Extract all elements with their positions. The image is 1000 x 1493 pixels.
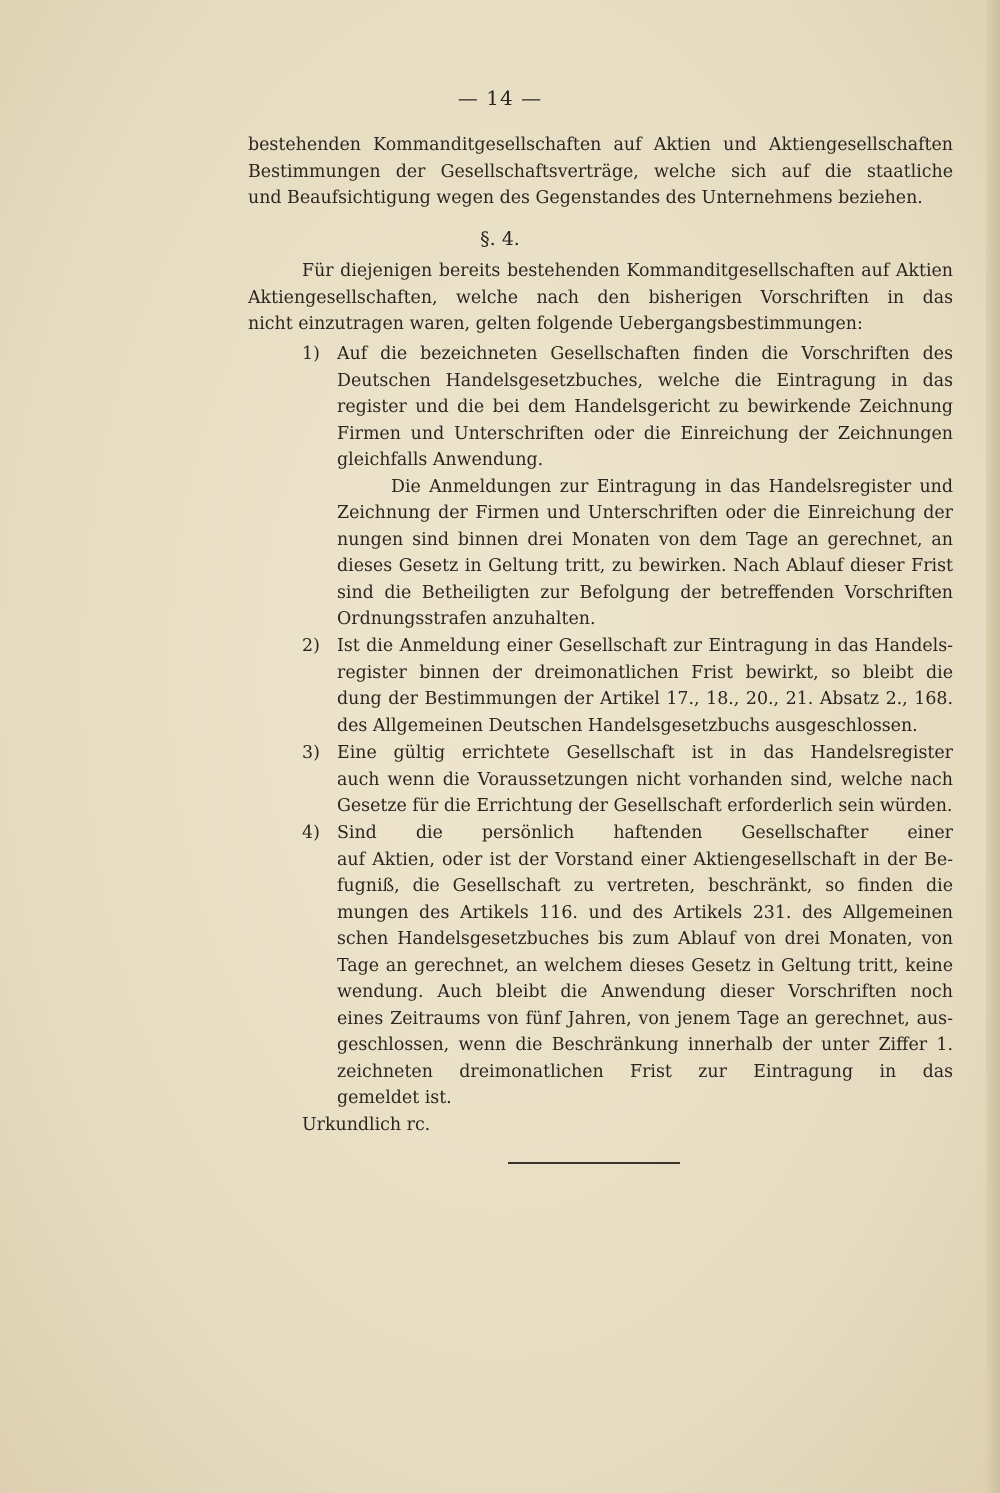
closing-rule <box>508 1162 680 1164</box>
item-line: eines Zeitraums von fünf Jahren, von jenem Tage an gerechnet, aus- <box>337 1008 953 1029</box>
item-subparagraph-line: sind die Betheiligten zur Befolgung der betreffenden Vorschriften <box>337 582 953 603</box>
item-number: 2) <box>302 636 320 656</box>
item-line: auch wenn die Voraussetzungen nicht vorhanden sind, welche nach <box>337 769 953 790</box>
item-line: mungen des Artikels 116. und des Artikels 231. des Allgemeinen <box>337 902 953 923</box>
section-intro-line: nicht einzutragen waren, gelten folgende Uebergangsbestimmungen: <box>248 314 863 334</box>
section-heading: §. 4. <box>480 228 520 250</box>
page-edge <box>986 0 1000 1493</box>
item-number: 4) <box>302 823 320 843</box>
item-subparagraph-line: dieses Gesetz in Geltung tritt, zu bewirken. Nach Ablauf dieser Frist <box>337 556 953 576</box>
item-number: 3) <box>302 743 320 763</box>
intro-line: Bestimmungen der Gesellschaftsverträge, welche sich auf die staatliche <box>248 161 953 182</box>
list-item <box>337 341 953 633</box>
item-line: fugniß, die Gesellschaft zu vertreten, beschränkt, so finden die <box>337 876 953 896</box>
item-line: des Allgemeinen Deutschen Handelsgesetzbuchs ausgeschlossen. <box>337 715 918 736</box>
list-item <box>337 820 953 1112</box>
intro-paragraph <box>248 132 953 212</box>
item-subparagraph-line: Die Anmeldungen zur Eintragung in das Handelsregister und <box>391 476 953 497</box>
item-line: dung der Bestimmungen der Artikel 17., 18., 20., 21. Absatz 2., 168. <box>337 689 953 709</box>
intro-line: und Beaufsichtigung wegen des Gegenstandes des Unternehmens beziehen. <box>248 188 923 208</box>
list-item <box>337 633 953 739</box>
closing-line: Urkundlich rc. <box>302 1115 431 1135</box>
item-line: Gesetze für die Errichtung der Gesellschaft erforderlich sein würden. <box>337 796 953 816</box>
item-line: Auf die bezeichneten Gesellschaften finden die Vorschriften des <box>337 344 953 364</box>
page-number: — 14 — <box>457 86 543 110</box>
item-line: Ist die Anmeldung einer Gesellschaft zur Eintragung in das Handels- <box>337 636 953 656</box>
section-intro-line: Für diejenigen bereits bestehenden Kommanditgesellschaften auf Aktien <box>302 261 953 281</box>
item-subparagraph-line: Zeichnung der Firmen und Unterschriften oder die Einreichung der <box>337 503 953 523</box>
item-line: auf Aktien, oder ist der Vorstand einer Aktiengesellschaft in der Be- <box>337 849 953 870</box>
item-line: register und die bei dem Handelsgericht zu bewirkende Zeichnung <box>337 397 953 417</box>
intro-line: bestehenden Kommanditgesellschaften auf Aktien und Aktiengesellschaften <box>248 135 953 155</box>
item-number: 1) <box>302 344 320 364</box>
item-line: Tage an gerechnet, an welchem dieses Gesetz in Geltung tritt, keine <box>337 955 953 976</box>
item-line: Deutschen Handelsgesetzbuches, welche die Eintragung in das <box>337 370 953 391</box>
item-line: Firmen und Unterschriften oder die Einreichung der Zeichnungen <box>337 423 953 444</box>
item-line: gleichfalls Anwendung. <box>337 450 544 470</box>
section-intro-line: Aktiengesellschaften, welche nach den bisherigen Vorschriften in das <box>248 287 953 308</box>
list-item <box>337 740 953 820</box>
item-subparagraph-line: nungen sind binnen drei Monaten von dem Tage an gerechnet, an <box>337 529 953 550</box>
section-intro-paragraph <box>248 258 953 338</box>
item-line: gemeldet ist. <box>337 1088 452 1108</box>
item-line: Sind die persönlich haftenden Gesellschafter einer <box>337 823 953 843</box>
item-line: schen Handelsgesetzbuches bis zum Ablauf von drei Monaten, von <box>337 929 953 949</box>
item-subparagraph-line: Ordnungsstrafen anzuhalten. <box>337 609 596 629</box>
item-line: Eine gültig errichtete Gesellschaft ist in das Handelsregister <box>337 743 953 763</box>
item-line: geschlossen, wenn die Beschränkung innerhalb der unter Ziffer 1. <box>337 1035 953 1055</box>
item-line: register binnen der dreimonatlichen Frist bewirkt, so bleibt die <box>337 662 953 683</box>
item-line: zeichneten dreimonatlichen Frist zur Eintragung in das <box>337 1061 953 1082</box>
item-line: wendung. Auch bleibt die Anwendung dieser Vorschriften noch <box>337 982 953 1002</box>
